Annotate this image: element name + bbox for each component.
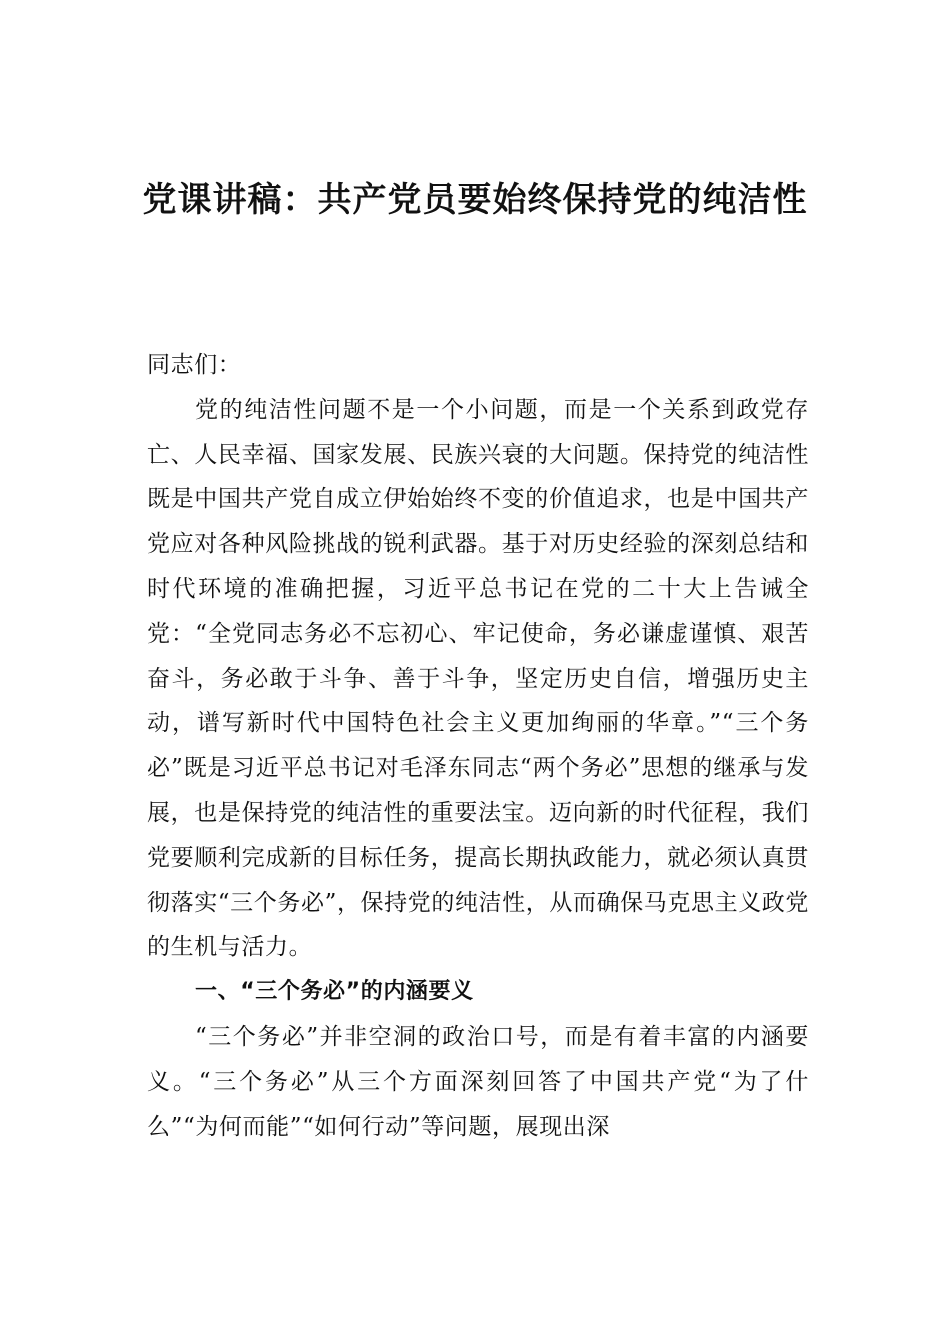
document-title: 党课讲稿：共产党员要始终保持党的纯洁性 (142, 180, 808, 220)
document-body (147, 343, 809, 1149)
intro-paragraph: 党的纯洁性问题不是一个小问题，而是一个关系到政党存亡、人民幸福、国家发展、民族兴衰的大问题。保持党的纯洁性既是中国共产党自成立伊始始终不变的价值追求，也是中国共产党应对各种风险挑战的锐利武器。基于对历史经验的深刻总结和时代环境的准确把握，习近平总书记在党的二十大上告诫全党：“全党同志务必不忘初心、牢记使命，务必谦虚谨慎、艰苦奋斗，务必敢于斗争、善于斗争，坚定历史自信，增强历史主动，谱写新时代中国特色社会主义更加绚丽的华章。”“三个务必”既是习近平总书记对毛泽东同志“两个务必”思想的继承与发展，也是保持党的纯洁性的重要法宝。迈向新的时代征程，我们党要顺利完成新的目标任务，提高长期执政能力，就必须认真贯彻落实“三个务必”，保持党的纯洁性，从而确保马克思主义政党的生机与活力。 (147, 396, 809, 961)
salutation: 同志们： (147, 352, 242, 378)
section-paragraph: “三个务必”并非空洞的政治口号，而是有着丰富的内涵要义。“三个务必”从三个方面深刻回答了中国共产党“为了什么”“为何而能”“如何行动”等问题，展现出深 (147, 1023, 809, 1140)
section-heading: 一、“三个务必”的内涵要义 (195, 979, 474, 1005)
